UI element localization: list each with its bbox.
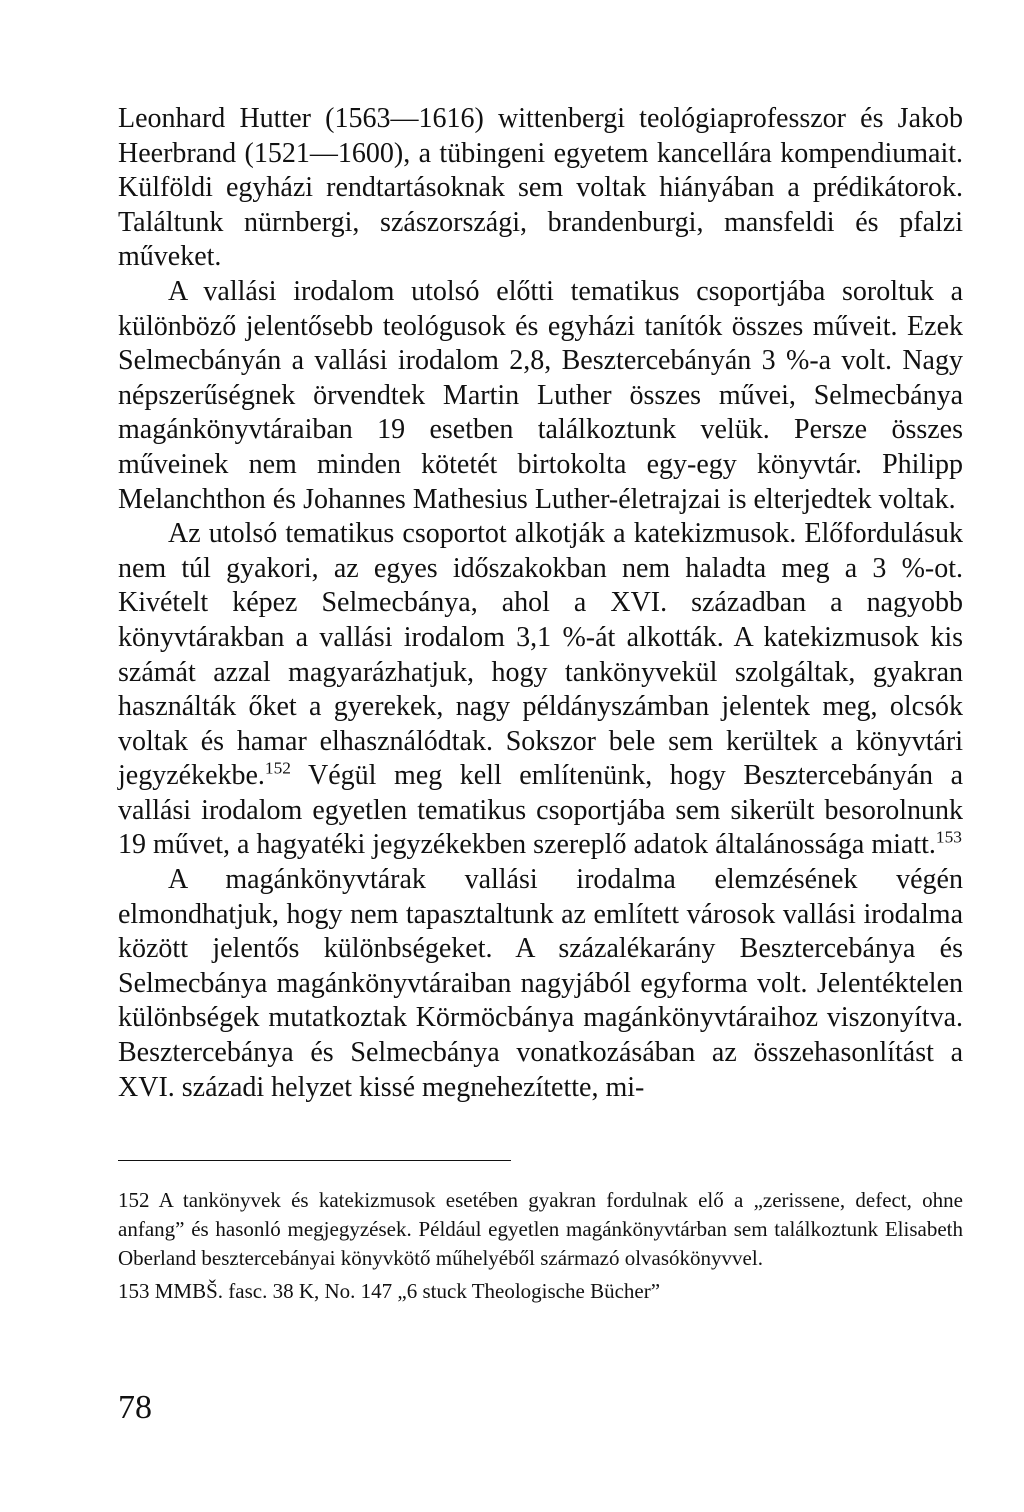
footnote-divider <box>118 1160 511 1161</box>
footnote-ref-153[interactable]: 153 <box>935 828 962 848</box>
paragraph-4: A magánkönyvtárak vallási irodalma elemzésének végén elmondhatjuk, hogy nem tapasztaltunk az említett városok vallási irodalma között jelentős különbségeket. A százalékarány Besztercebánya és Selmecbánya magánkönyvtáraiban nagyjából egyforma volt. Jelentéktelen különbségek mutatkoztak Körmöcbánya magánkönyvtáraihoz viszonyítva. Besztercebánya és Selmecbánya vonatkozásában az összehasonlítást a XVI. századi helyzet kissé megnehezítette, mi- <box>118 864 963 1103</box>
footnotes <box>118 1186 963 1306</box>
paragraph-3-part-1: Az utolsó tematikus csoportot alkotják a katekizmusok. Előfordulásuk nem túl gyakori, az egyes időszakokban nem haladta meg a 3 %-ot. Kivételt képez Selmecbánya, ahol a XVI. században a nagyobb könyvtárakban a vallási irodalom 3,1 %-át alkották. A katekizmusok kis számát azzal magyarázhatjuk, hogy tankönyvekül szolgáltak, gyakran használták őket a gyerekek, nagy példányszámban jelentek meg, olcsók voltak és hamar elhasználódtak. Sokszor bele sem kerültek a könyvtári jegyzékekbe. <box>118 518 963 792</box>
footnote-text: A tankönyvek és katekizmusok esetében gyakran fordulnak elő a „zerissene, defect, ohne anfang” és hasonló megjegyzések. Például egyetlen magánkönyvtárban sem találkoztunk Elisabeth Oberland besztercebányai könyvkötő műhelyéből származó olvasókönyvvel. <box>118 1188 964 1270</box>
footnote-152 <box>118 1186 963 1273</box>
footnote-number: 153 <box>118 1279 150 1303</box>
footnote-number: 152 <box>118 1188 150 1212</box>
paragraph-3-part-2: Végül meg kell említenünk, hogy Besztercebányán a vallási irodalom egyetlen tematikus csoportjába sem sikerült besorolnunk 19 művet, a hagyatéki jegyzékekben szereplő adatok általánossága miatt. <box>118 760 963 861</box>
body-text <box>118 102 963 1105</box>
footnote-text: MMBŠ. fasc. 38 K, No. 147 „6 stuck Theologische Bücher” <box>154 1279 661 1303</box>
paragraph-1: Leonhard Hutter (1563—1616) wittenbergi teológiaprofesszor és Jakob Heerbrand (1521—1600), a tübingeni egyetem kancellára kompendiumait. Külföldi egyházi rendtartásoknak sem voltak hiányában a prédikátorok. Találtunk nürnbergi, szászországi, brandenburgi, mansfeldi és pfalzi műveket. <box>118 103 963 273</box>
page-number: 78 <box>118 1389 152 1426</box>
paragraph-3 <box>118 517 963 863</box>
paragraph-2: A vallási irodalom utolsó előtti tematikus csoportjába soroltuk a különböző jelentősebb teológusok és egyházi tanítók összes műveit. Ezek Selmecbányán a vallási irodalom 2,8, Besztercebányán 3 %-a volt. Nagy népszerűségnek örvendtek Martin Luther összes művei, Selmecbánya magánkönyvtáraiban 19 esetben találkoztunk velük. Persze összes műveinek nem minden kötetét birtokolta egy-egy könyvtár. Philipp Melanchthon és Johannes Mathesius Luther-életrajzai is elterjedtek voltak. <box>118 275 963 515</box>
footnote-153 <box>118 1277 963 1306</box>
footnote-ref-152[interactable]: 152 <box>264 758 291 778</box>
